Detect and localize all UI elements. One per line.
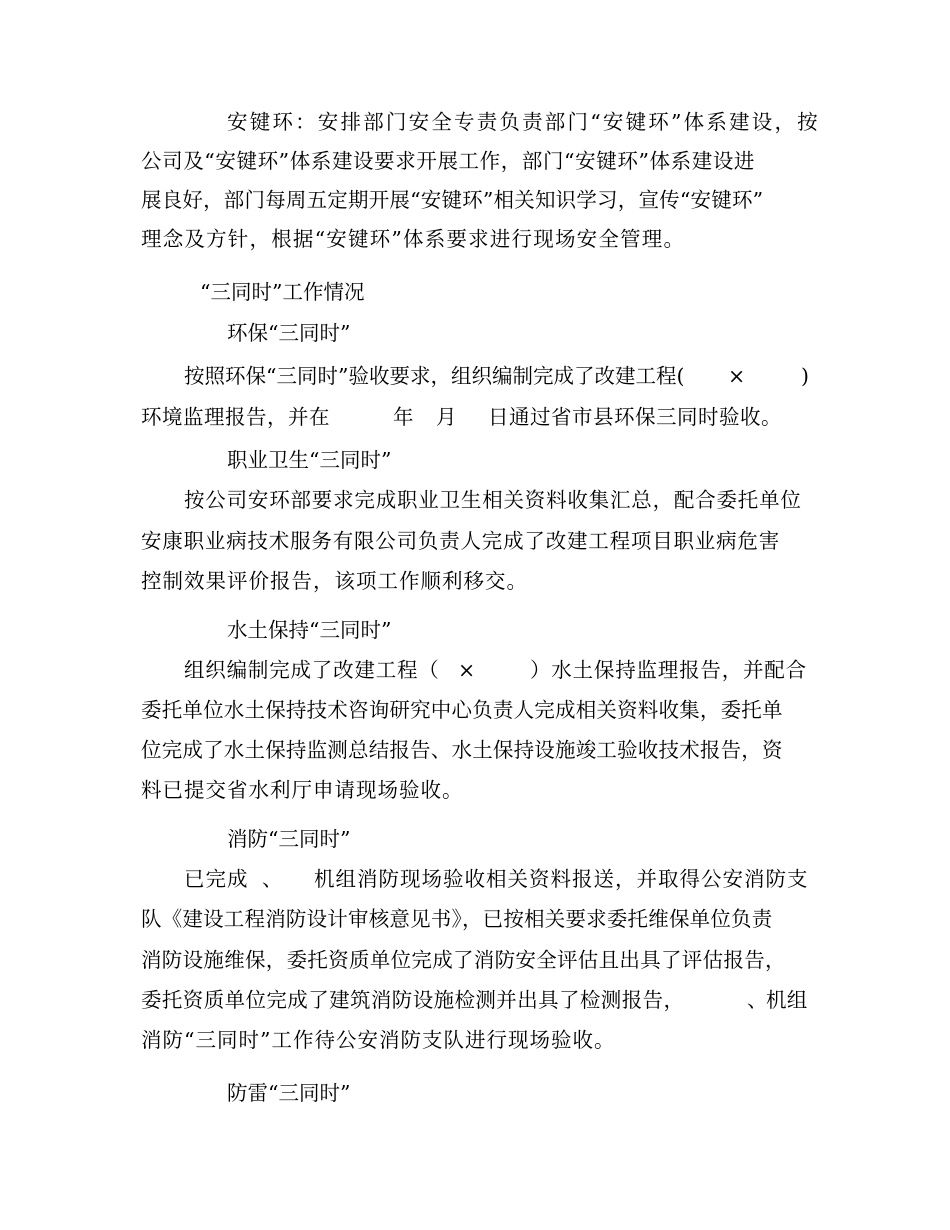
paragraph-line [184,481,811,519]
paragraph-text: 月 [436,405,457,429]
paragraph-text: ) [801,364,809,388]
paragraph-text: 安康职业病技术服务有限公司负责人完成了改建工程项目职业病危害 [141,529,780,553]
paragraph-line [0,651,950,689]
paragraph-text: 队《建设工程消防设计审核意见书》，已按相关要求委托维保单位负责 [141,907,773,931]
section-heading-text: “三同时”工作情况 [200,280,365,304]
paragraph-text: ）水土保持监理报告，并配合 [530,658,807,682]
paragraph-text: 组织编制完成了改建工程（ [184,658,440,682]
paragraph-text: 控制效果评价报告，该项工作顺利移交。 [141,569,528,593]
subsection-heading-text: 职业卫生“三同时” [227,448,392,472]
paragraph-line [141,731,811,769]
paragraph-text: 位完成了水土保持监测总结报告、水土保持设施竣工验收技术报告，资 [141,738,783,762]
paragraph-line [141,562,811,600]
paragraph-text: 年 [393,405,414,429]
paragraph-line [141,941,811,979]
subsection-heading-text: 环保“三同时” [227,321,351,345]
paragraph-text: 料已提交省水利厅申请现场验收。 [141,778,464,802]
paragraph-line [0,398,950,436]
subsection-heading [227,820,527,858]
subsection-heading [227,441,527,479]
subsection-heading [227,314,527,352]
paragraph-text: × [728,364,746,388]
paragraph-line [141,771,811,809]
paragraph-text: 委托资质单位完成了建筑消防设施检测并出具了检测报告， [141,988,685,1012]
paragraph-text: 消防“三同时”工作待公安消防支队进行现场验收。 [141,1028,616,1052]
paragraph-text: 理念及方针，根据“安键环”体系要求进行现场安全管理。 [141,227,686,251]
paragraph-line [141,1021,811,1059]
paragraph-line [141,900,811,938]
paragraph-text: × [458,658,476,682]
subsection-heading-text: 水土保持“三同时” [227,618,392,642]
paragraph-line [141,181,811,219]
paragraph-text: 已完成 [184,867,249,891]
paragraph-line [227,103,820,141]
subsection-heading-text: 防雷“三同时” [227,1081,351,1105]
paragraph-text: 按照环保“三同时”验收要求，组织编制完成了改建工程( [184,364,685,388]
paragraph-line [141,142,811,180]
subsection-heading-text: 消防“三同时” [227,827,351,851]
paragraph-text: 公司及“安键环”体系建设要求开展工作，部门“安键环”体系建设进 [141,149,756,173]
paragraph-text: 安键环：安排部门安全专责负责部门“安键环”体系建设，按 [227,110,820,134]
section-heading [200,273,500,311]
paragraph-line [0,357,950,395]
paragraph-text: 委托单位水土保持技术咨询研究中心负责人完成相关资料收集，委托单 [141,698,783,722]
paragraph-line [141,220,811,258]
paragraph-line [141,691,811,729]
paragraph-line [0,981,950,1019]
paragraph-text: 机组消防现场验收相关资料报送，并取得公安消防支 [314,867,809,891]
paragraph-text: 日通过省市县环保三同时验收。 [488,405,782,429]
paragraph-text: 环境监理报告，并在 [141,405,330,429]
paragraph-text: 、 [262,867,284,891]
subsection-heading [227,1074,527,1112]
paragraph-text: 展良好，部门每周五定期开展“安键环”相关知识学习，宣传“安键环” [141,188,764,212]
paragraph-text: 按公司安环部要求完成职业卫生相关资料收集汇总，配合委托单位 [184,488,802,512]
paragraph-text: 消防设施维保，委托资质单位完成了消防安全评估且出具了评估报告， [141,948,786,972]
paragraph-text: 、 [747,988,768,1012]
paragraph-line [0,860,950,898]
subsection-heading [227,611,527,649]
paragraph-line [141,522,811,560]
paragraph-text: 机组 [766,988,808,1012]
